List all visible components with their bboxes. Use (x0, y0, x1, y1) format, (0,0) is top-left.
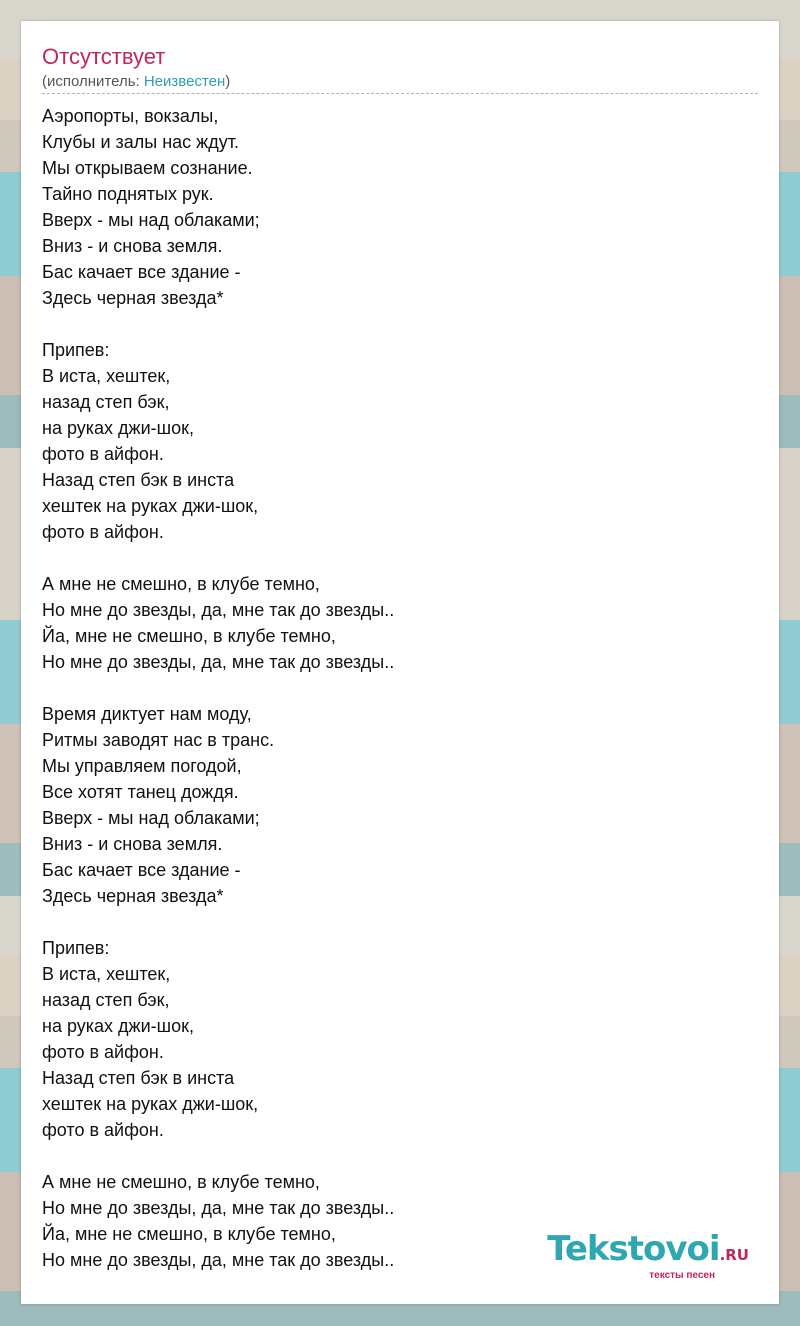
lyric-line: Клубы и залы нас ждут. (42, 132, 239, 152)
lyric-line: Время диктует нам моду, (42, 704, 252, 724)
lyric-line: Бас качает все здание - (42, 262, 241, 282)
lyric-line: назад степ бэк, (42, 990, 170, 1010)
lyric-line: фото в айфон. (42, 444, 164, 464)
lyric-line (42, 545, 758, 571)
artist-link[interactable]: Неизвестен (143, 73, 226, 90)
lyric-line: хештек на руках джи-шок, (42, 1094, 259, 1114)
lyric-line: Назад степ бэк в инста (42, 470, 235, 490)
lyric-line: фото в айфон. (42, 1042, 164, 1062)
lyric-line (42, 675, 758, 701)
lyric-line: фото в айфон. (42, 1120, 164, 1140)
logo-tagline: тексты песен (649, 1270, 715, 1281)
lyric-line: на руках джи-шок, (42, 418, 194, 438)
lyric-line: Вниз - и снова земля. (42, 834, 223, 854)
lyric-line (42, 311, 758, 337)
lyric-line: Бас качает все здание - (42, 860, 241, 880)
logo-main-text: Tekstovoi (547, 1229, 720, 1269)
title-divider (42, 93, 758, 94)
lyric-line: Йа, мне не смешно, в клубе темно, (42, 626, 336, 646)
logo-tld: .RU (719, 1246, 749, 1264)
lyric-line: Вверх - мы над облаками; (42, 210, 260, 230)
lyric-line: Тайно поднятых рук. (42, 184, 214, 204)
artist-line (42, 72, 230, 92)
lyric-line: А мне не смешно, в клубе темно, (42, 574, 320, 594)
lyric-line: фото в айфон. (42, 522, 164, 542)
lyric-line: Ритмы заводят нас в транс. (42, 730, 275, 750)
lyric-line: Вниз - и снова земля. (42, 236, 223, 256)
lyric-line: Здесь черная звезда* (42, 288, 224, 308)
lyrics-text (42, 103, 758, 1273)
lyric-line: на руках джи-шок, (42, 1016, 194, 1036)
lyric-line: Назад степ бэк в инста (42, 1068, 235, 1088)
lyric-line: хештек на руках джи-шок, (42, 496, 259, 516)
lyric-line: Припев: (42, 938, 110, 958)
artist-prefix: (исполнитель: (42, 73, 144, 90)
lyric-line: Но мне до звезды, да, мне так до звезды.. (42, 652, 395, 672)
lyric-line: Но мне до звезды, да, мне так до звезды.. (42, 1250, 395, 1270)
lyric-line: Мы управляем погодой, (42, 756, 242, 776)
lyric-line: Аэропорты, вокзалы, (42, 106, 219, 126)
song-title: Отсутствует (42, 44, 166, 69)
lyric-line: Все хотят танец дождя. (42, 782, 239, 802)
logo-wordmark (547, 1229, 749, 1272)
lyric-line: назад степ бэк, (42, 392, 170, 412)
site-logo[interactable] (547, 1229, 749, 1282)
artist-suffix: ) (225, 73, 231, 90)
lyric-line: В иста, хештек, (42, 366, 171, 386)
lyric-line: Здесь черная звезда* (42, 886, 224, 906)
lyric-line: Вверх - мы над облаками; (42, 808, 260, 828)
lyric-line: Но мне до звезды, да, мне так до звезды.. (42, 600, 395, 620)
lyric-line: Йа, мне не смешно, в клубе темно, (42, 1224, 336, 1244)
lyric-line: Но мне до звезды, да, мне так до звезды.. (42, 1198, 395, 1218)
lyrics-card (21, 21, 779, 1304)
lyric-line: Мы открываем сознание. (42, 158, 253, 178)
lyric-line: Припев: (42, 340, 110, 360)
lyric-line (42, 909, 758, 935)
lyric-line: В иста, хештек, (42, 964, 171, 984)
lyric-line: А мне не смешно, в клубе темно, (42, 1172, 320, 1192)
lyric-line (42, 1143, 758, 1169)
